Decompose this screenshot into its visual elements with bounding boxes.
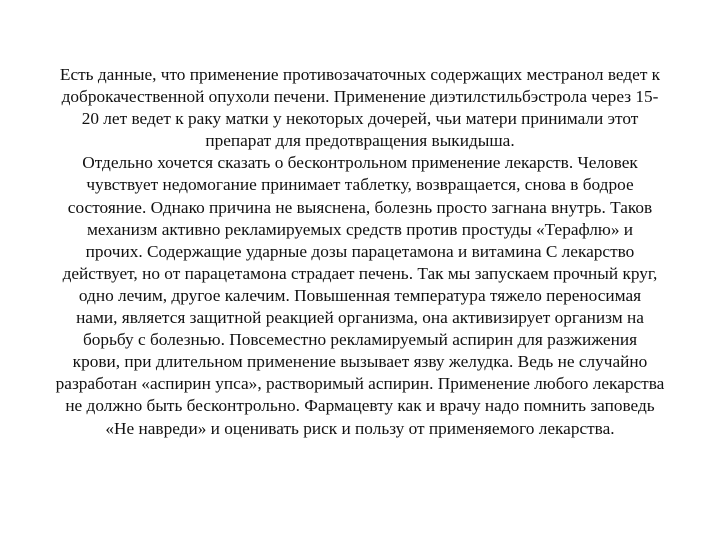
text-line: механизм активно рекламируемых средств против простуды «Терафлю» и [86, 219, 634, 239]
text-line: одно лечим, другое калечим. Повышенная температура тяжело переносимая [78, 285, 642, 305]
text-line: прочих. Содержащие ударные дозы парацетамона и витамина С лекарство [85, 241, 635, 261]
text-line: крови, при длительном применение вызывает язву желудка. Ведь не случайно [72, 352, 648, 372]
text-line: Есть данные, что применение противозачаточных содержащих местранол ведет к [59, 65, 661, 84]
text-line: препарат для предотвращения выкидыша. [205, 131, 515, 151]
text-line: нами, является защитной реакцией организма, она активизирует организм на [76, 308, 644, 328]
text-line: 20 лет ведет к раку матки у некоторых дочерей, чьи матери принимали этот [81, 109, 639, 129]
text-line: борьбу с болезнью. Повсеместно рекламируемый аспирин для разжижения [82, 330, 638, 350]
text-line: чувствует недомогание принимает таблетку, возвращается, снова в бодрое [86, 175, 634, 195]
text-line: Отдельно хочется сказать о бесконтрольном применение лекарств. Человек [82, 153, 638, 173]
text-line: «Не навреди» и оценивать риск и пользу от применяемого лекарства. [105, 418, 615, 438]
text-line: разработан «аспирин упса», растворимый аспирин. Применение любого лекарства [55, 374, 665, 394]
text-line: состояние. Однако причина не выяснена, болезнь просто загнана внутрь. Таков [67, 197, 653, 217]
text-line: не должно быть бесконтрольно. Фармацевту как и врачу надо помнить заповедь [65, 396, 655, 416]
text-line: доброкачественной опухоли печени. Применение диэтилстильбэстрола через 15- [61, 87, 659, 107]
body-text [30, 64, 690, 440]
text-line: действует, но от парацетамона страдает печень. Так мы запускаем прочный круг, [62, 263, 658, 283]
